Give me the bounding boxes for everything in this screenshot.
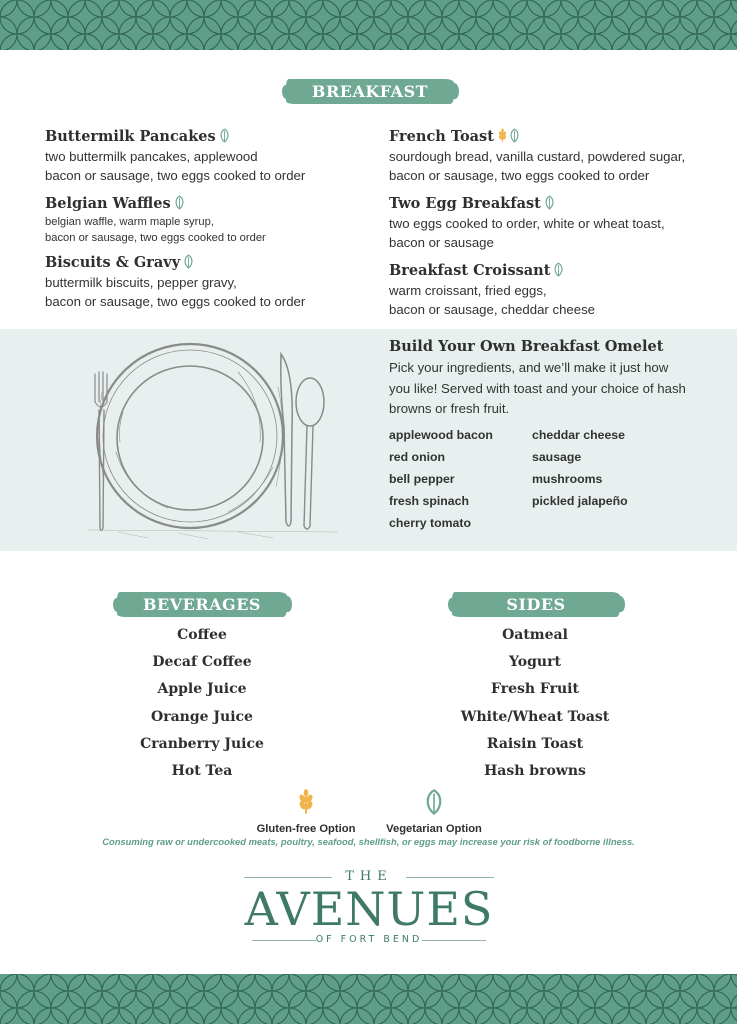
menu-item-biscuits-gravy [45, 253, 305, 311]
plate-illustration [88, 332, 338, 542]
omelet-title: Build Your Own Breakfast Omelet [389, 338, 664, 355]
item-desc-line: bacon or sausage, two eggs cooked to order [45, 232, 266, 244]
wheat-icon [296, 788, 316, 816]
ingredient: mushrooms [532, 472, 603, 486]
ingredient: cheddar cheese [532, 428, 625, 442]
ingredient: applewood bacon [389, 428, 493, 442]
ingredients-list-right [532, 424, 628, 512]
item-desc-line: bacon or sausage, cheddar cheese [389, 302, 596, 317]
sides-list [425, 622, 645, 785]
foodborne-illness-disclaimer: Consuming raw or undercooked meats, poultry, seafood, shellfish, or eggs may increase your risk of foodborne illness. [102, 836, 635, 847]
item-desc-line: belgian waffle, warm maple syrup, [45, 216, 214, 228]
leaf-icon [553, 262, 564, 277]
side-item: Hash browns [484, 763, 586, 780]
item-name: Belgian Waffles [45, 195, 171, 212]
legend-vegetarian [384, 788, 484, 835]
beverages-heading: BEVERAGES [117, 592, 287, 617]
logo-sub: OF FORT BEND [244, 934, 494, 946]
side-item: Yogurt [509, 654, 561, 671]
leaf-icon [174, 195, 185, 210]
item-name: French Toast [389, 128, 494, 145]
side-item: Raisin Toast [486, 735, 584, 752]
leaf-icon [509, 128, 520, 143]
ingredients-list-left [389, 424, 493, 534]
ingredient: pickled jalapeño [532, 494, 628, 508]
legend-label: Gluten-free Option [256, 823, 356, 835]
top-decorative-pattern [0, 0, 737, 50]
leaf-icon [424, 788, 444, 816]
wheat-icon [497, 128, 508, 143]
item-name: Breakfast Croissant [389, 262, 551, 279]
leaf-icon [544, 195, 555, 210]
menu-item-two-egg-breakfast [389, 194, 665, 252]
ingredient: fresh spinach [389, 494, 469, 508]
sides-heading: SIDES [452, 592, 620, 617]
beverage-item: Cranberry Juice [140, 735, 264, 752]
logo-main: AVENUES [244, 882, 494, 936]
item-desc-line: buttermilk biscuits, pepper gravy, [45, 275, 237, 290]
item-name: Buttermilk Pancakes [45, 128, 216, 145]
beverage-item: Coffee [177, 627, 227, 643]
menu-item-buttermilk-pancakes [45, 127, 305, 185]
ingredient: sausage [532, 450, 582, 464]
beverage-item: Apple Juice [157, 681, 247, 698]
the-avenues-logo [244, 870, 494, 950]
menu-item-belgian-waffles [45, 194, 266, 246]
beverage-item: Orange Juice [151, 708, 253, 725]
item-desc-line: bacon or sausage, two eggs cooked to order [45, 168, 306, 183]
menu-item-breakfast-croissant [389, 261, 595, 319]
item-desc-line: two buttermilk pancakes, applewood [45, 149, 258, 164]
bottom-decorative-pattern [0, 974, 737, 1024]
item-desc-line: two eggs cooked to order, white or wheat toast, [389, 216, 665, 231]
menu-item-french-toast [389, 127, 685, 185]
leaf-icon [183, 254, 194, 269]
item-desc-line: bacon or sausage, two eggs cooked to order [389, 168, 650, 183]
beverage-item: Hot Tea [171, 763, 233, 780]
logo-the: THE [244, 870, 494, 884]
item-desc-line: sourdough bread, vanilla custard, powdered sugar, [389, 149, 686, 164]
item-name: Two Egg Breakfast [389, 195, 541, 212]
side-item: White/Wheat Toast [460, 708, 610, 725]
legend-gluten-free [256, 788, 356, 835]
ingredient: red onion [389, 450, 446, 464]
ingredient: cherry tomato [389, 516, 472, 530]
item-desc-line: warm croissant, fried eggs, [389, 283, 547, 298]
beverage-item: Decaf Coffee [152, 654, 252, 671]
legend-label: Vegetarian Option [386, 823, 482, 835]
breakfast-heading: BREAKFAST [286, 79, 454, 104]
omelet-description: Pick your ingredients, and we’ll make it just how you like! Served with toast and your choice of hash browns or fresh fruit. [389, 360, 686, 416]
leaf-icon [219, 128, 230, 143]
item-desc-line: bacon or sausage [389, 235, 494, 250]
ingredient: bell pepper [389, 472, 455, 486]
side-item: Fresh Fruit [491, 681, 579, 698]
item-desc-line: bacon or sausage, two eggs cooked to order [45, 294, 306, 309]
item-name: Biscuits & Gravy [45, 254, 181, 271]
beverages-list [92, 622, 312, 785]
side-item: Oatmeal [502, 627, 568, 643]
